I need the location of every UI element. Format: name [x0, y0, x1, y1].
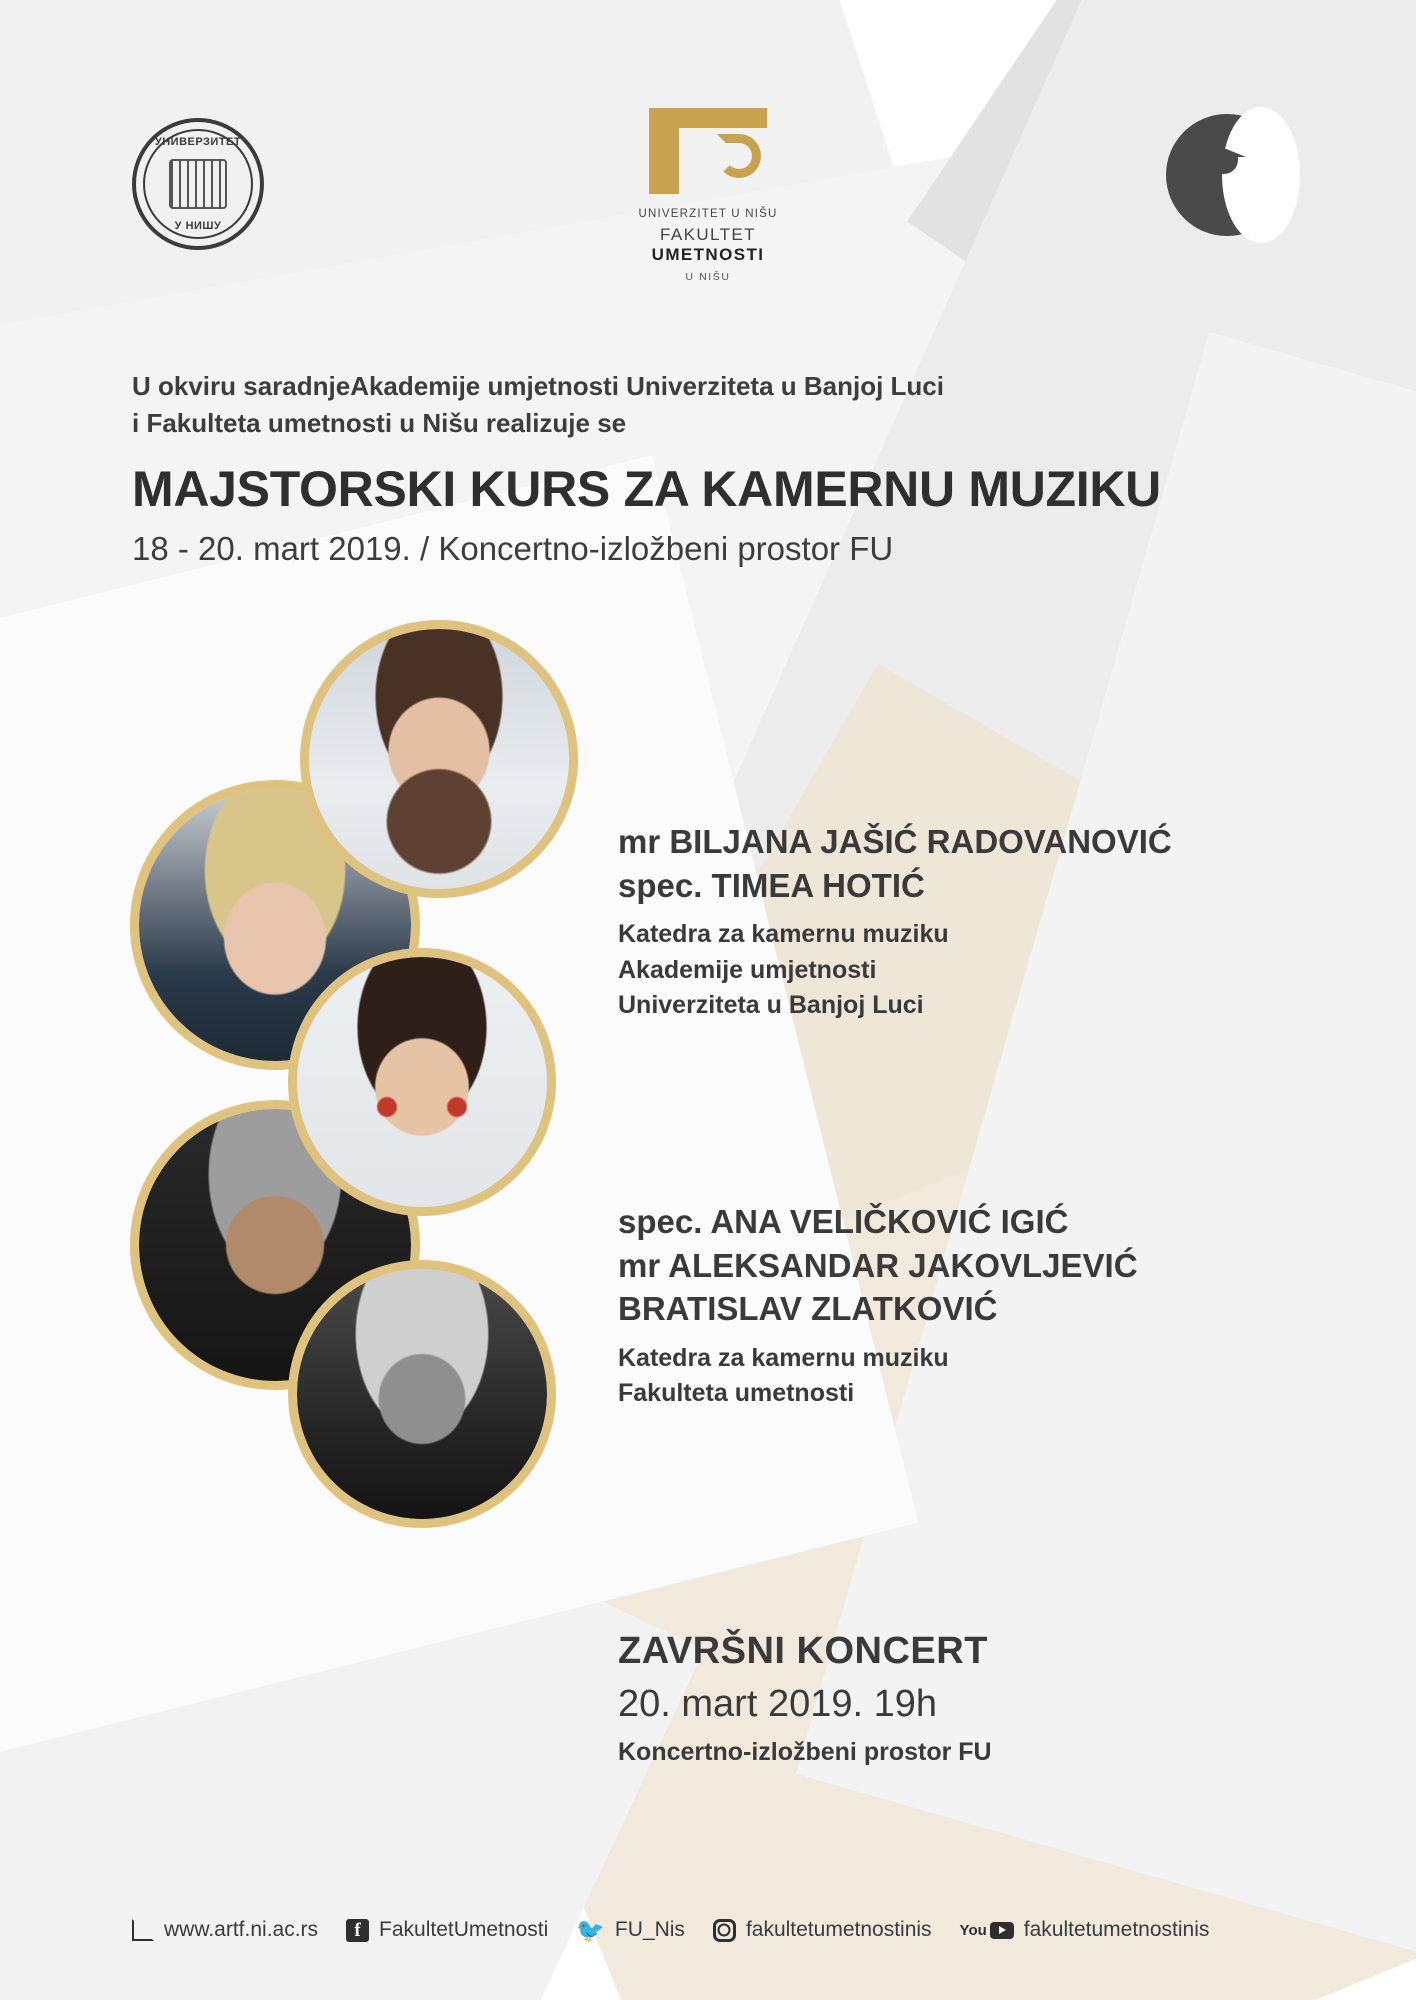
footer-twitter[interactable] — [576, 1918, 685, 1942]
footer-website-label: www.artf.ni.ac.rs — [164, 1918, 319, 1941]
presenter-group-banja-luka — [618, 820, 1172, 1024]
footer-social-bar — [132, 1918, 1292, 1942]
presenter-dept-1-line2: Akademije umjetnosti — [618, 955, 877, 984]
event-dates-venue: 18 - 20. mart 2019. / Koncertno-izložbeni prostor FU — [132, 529, 894, 567]
presenter-name-1: mr BILJANA JAŠIĆ RADOVANOVIĆ — [618, 823, 1172, 860]
faculty-logo-line2 — [608, 225, 808, 265]
intro-line-1: U okviru saradnjeAkademije umjetnosti Univerziteta u Banjoj Luci — [132, 371, 944, 401]
poster-header — [0, 0, 1416, 290]
footer-instagram[interactable] — [713, 1918, 932, 1942]
portrait-biljana-jasic-radovanovic — [300, 620, 578, 898]
presenter-dept-1-line1: Katedra za kamernu muziku — [618, 920, 949, 949]
faculty-logo-line1: UNIVERZITET U NIŠU — [638, 208, 778, 220]
portrait-bratislav-zlatkovic — [288, 1260, 556, 1528]
twitter-icon: 🐦 — [576, 1916, 605, 1943]
seal-top-text: УНИВЕРЗИТЕТ — [154, 136, 242, 148]
footer-youtube[interactable] — [960, 1918, 1210, 1942]
title-block — [132, 368, 1292, 568]
youtube-icon — [960, 1922, 1014, 1939]
presenter-name-5: BRATISLAV ZLATKOVIĆ — [618, 1290, 998, 1328]
page-title: MAJSTORSKI KURS ZA KAMERNU MUZIKU — [132, 460, 1161, 517]
footer-instagram-label: fakultetumetnostinis — [745, 1918, 932, 1941]
presenter-name-4: mr ALEKSANDAR JAKOVLJEVIĆ — [618, 1246, 1138, 1284]
facebook-icon: f — [346, 1919, 369, 1942]
faculty-logo-line3: U NIŠU — [685, 271, 731, 283]
website-icon — [132, 1919, 154, 1941]
seal-emblem-icon — [169, 159, 227, 209]
presenter-dept-2-line2: Fakulteta umetnosti — [618, 1379, 855, 1408]
footer-facebook[interactable] — [346, 1918, 548, 1942]
faculty-of-arts-logo — [608, 108, 808, 283]
final-concert-block — [618, 1630, 992, 1767]
final-concert-venue: Koncertno-izložbeni prostor FU — [618, 1738, 992, 1766]
final-concert-title: ZAVRŠNI KONCERT — [618, 1630, 988, 1672]
intro-line-2: i Fakulteta umetnosti u Nišu realizuje se — [132, 407, 627, 438]
presenter-dept-1-line3: Univerziteta u Banjoj Luci — [618, 991, 924, 1020]
presenter-name-2: spec. TIMEA HOTIĆ — [618, 866, 925, 904]
youtube-icon-word: You — [959, 1921, 987, 1939]
presenter-dept-2-line1: Katedra za kamernu muziku — [618, 1343, 949, 1372]
university-seal-icon — [132, 118, 264, 250]
footer-website[interactable] — [132, 1918, 318, 1942]
footer-facebook-label: FakultetUmetnosti — [379, 1918, 549, 1941]
footer-youtube-label: fakultetumetnostinis — [1023, 1918, 1210, 1941]
seal-bottom-text: У НИШУ — [174, 220, 222, 232]
faculty-of-arts-logo-icon — [649, 108, 767, 194]
final-concert-date: 20. mart 2019. 19h — [618, 1683, 937, 1725]
faculty-logo-line2-bold: UMETNOSTI — [651, 245, 765, 264]
academy-graduation-cap-icon — [1166, 114, 1288, 236]
portrait-ana-velickovic-igic — [288, 948, 556, 1216]
instagram-icon — [713, 1919, 736, 1942]
presenter-group-nis — [618, 1200, 1138, 1412]
presenter-name-3: spec. ANA VELIČKOVIĆ IGIĆ — [618, 1203, 1069, 1240]
portrait-cluster — [0, 600, 720, 1600]
faculty-logo-line2-light: FAKULTET — [660, 225, 756, 244]
footer-twitter-label: FU_Nis — [614, 1918, 685, 1941]
